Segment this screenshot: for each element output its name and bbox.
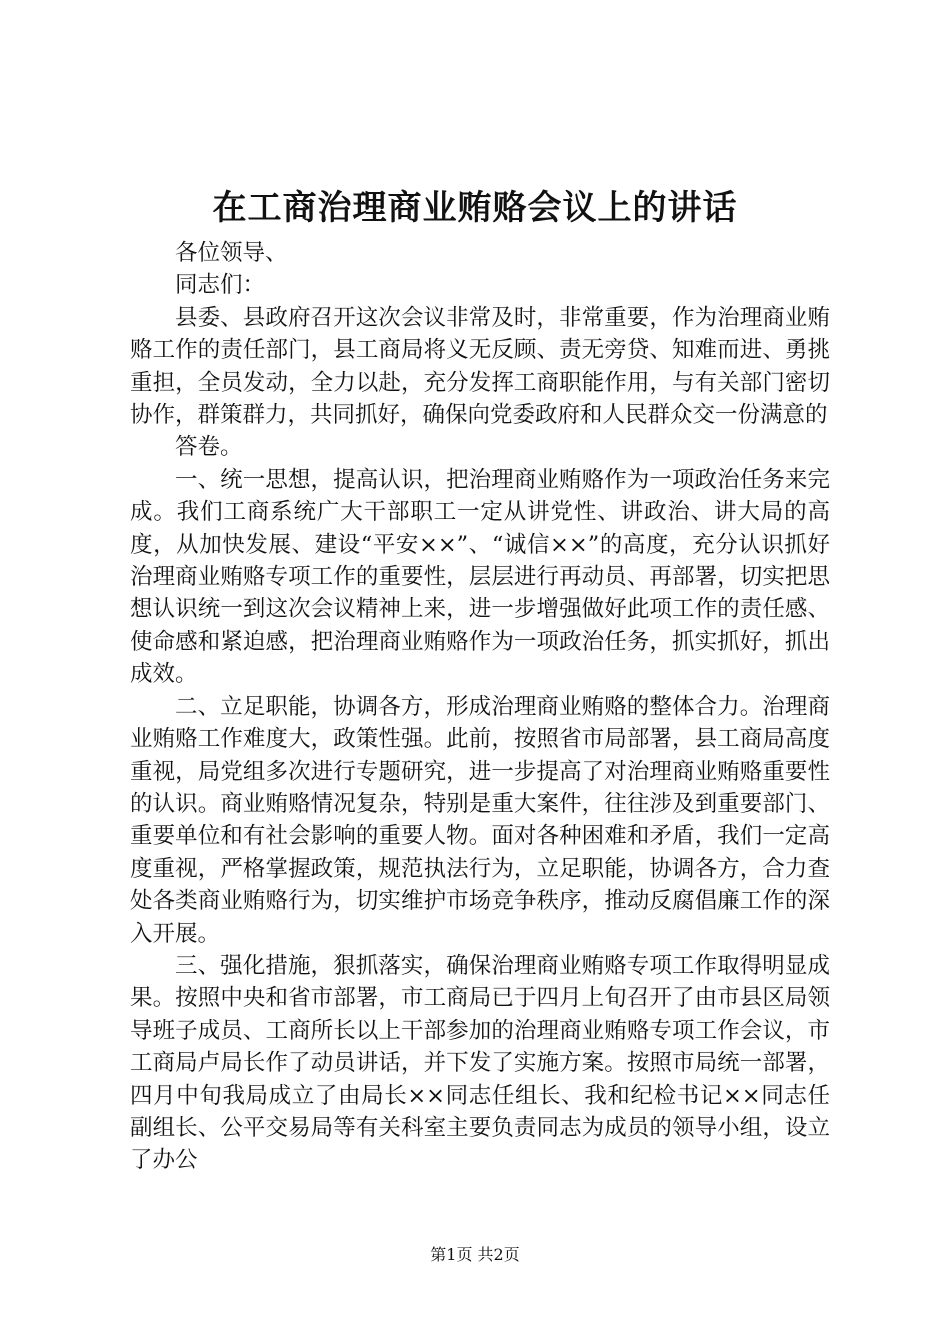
paragraph-section-two: 二、立足职能，协调各方，形成治理商业贿赂的整体合力。治理商业贿赂工作难度大，政策性强。此前，按照省市局部署，县工商局高度重视，局党组多次进行专题研究，进一步提高了对治理商业贿赂重要性的认识。商业贿赂情况复杂，特别是重大案件，往往涉及到重要部门、重要单位和有社会影响的重要人物。面对各种困难和矛盾，我们一定高度重视，严格掌握政策，规范执法行为，立足职能，协调各方，合力查处各类商业贿赂行为，切实维护市场竞争秩序，推动反腐倡廉工作的深入开展。 [130, 693, 830, 947]
document-title: 在工商治理商业贿赂会议上的讲话 [212, 188, 738, 228]
page-number-footer: 第1页 共2页 [430, 1245, 520, 1264]
document-body [130, 237, 830, 1177]
paragraph-section-three: 三、强化措施，狠抓落实，确保治理商业贿赂专项工作取得明显成果。按照中央和省市部署，市工商局已于四月上旬召开了由市县区局领导班子成员、工商所长以上干部参加的治理商业贿赂专项工作会议，市工商局卢局长作了动员讲话，并下发了实施方案。按照市局统一部署，四月中旬我局成立了由局长××同志任组长、我和纪检书记××同志任副组长、公平交易局等有关科室主要负责同志为成员的领导小组，设立了办公 [130, 952, 830, 1174]
paragraph-answer: 答卷。 [175, 434, 243, 461]
salutation-leaders: 各位领导、 [175, 240, 288, 266]
salutation-comrades: 同志们： [175, 272, 266, 299]
paragraph-intro: 县委、县政府召开这次会议非常及时，非常重要，作为治理商业贿赂工作的责任部门，县工商局将义无反顾、责无旁贷、知难而进、勇挑重担，全员发动，全力以赴，充分发挥工商职能作用，与有关部门密切协作，群策群力，共同抓好，确保向党委政府和人民群众交一份满意的 [130, 304, 830, 429]
paragraph-section-one: 一、统一思想，提高认识，把治理商业贿赂作为一项政治任务来完成。我们工商系统广大干部职工一定从讲党性、讲政治、讲大局的高度，从加快发展、建设“平安××”、“诚信××”的高度，充分认识抓好治理商业贿赂专项工作的重要性，层层进行再动员、再部署，切实把思想认识统一到这次会议精神上来，进一步增强做好此项工作的责任感、使命感和紧迫感，把治理商业贿赂作为一项政治任务，抓实抓好，抓出成效。 [130, 466, 830, 688]
